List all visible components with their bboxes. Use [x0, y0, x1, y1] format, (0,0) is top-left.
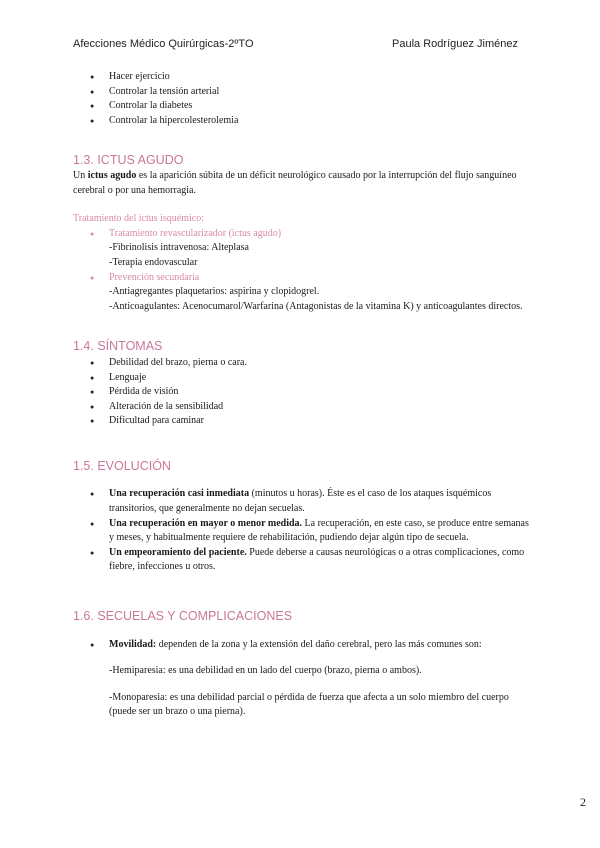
- section-heading-evolucion: 1.5. EVOLUCIÓN: [73, 458, 171, 473]
- header-author: Paula Rodríguez Jiménez: [392, 38, 518, 50]
- definition-text-a: Un: [73, 169, 88, 181]
- page-number: 2: [580, 795, 586, 809]
- treatment-title: Tratamiento del ictus isquémico:: [73, 213, 205, 225]
- page-content: [73, 70, 529, 720]
- list-item: [73, 487, 529, 516]
- evolution-bold: Un empeoramiento del paciente.: [109, 546, 247, 558]
- list-item: ● Controlar la tensión arterial: [73, 85, 529, 100]
- treatment-list: [73, 227, 529, 242]
- sequelae-bold: Movilidad:: [109, 638, 157, 650]
- evolution-text: La recuperación, en este caso, se produce entre semanas y meses, y habitualmente requiere de rehabilitación, pudiendo dejar algún tipo de secuela.: [109, 517, 529, 544]
- list-item: [73, 517, 529, 546]
- sequelae-paragraph: -Hemiparesia: es una debilidad en un lado del cuerpo (brazo, pierna o ambos).: [109, 665, 422, 677]
- treatment-line: -Terapia endovascular: [109, 256, 198, 268]
- section-heading-sintomas: 1.4. SÍNTOMAS: [73, 339, 163, 354]
- list-item: ● Debilidad del brazo, pierna o cara.: [73, 356, 529, 371]
- sequelae-text: dependen de la zona y la extensión del daño cerebral, pero las más comunes son:: [156, 638, 482, 650]
- list-item: ● Pérdida de visión: [73, 385, 529, 400]
- sequelae-paragraph: -Monoparesia: es una debilidad parcial o pérdida de fuerza que afecta a un solo miembro del cuerpo (puede ser un brazo o una pierna).: [109, 691, 509, 718]
- treatment-line: -Anticoagulantes: Acenocumarol/Warfarina (Antagonistas de la vitamina K) y anticoagulantes directos.: [109, 300, 523, 312]
- evolution-text: Puede deberse a causas neurológicas o a otras complicaciones, como fiebre, infecciones u otros.: [109, 546, 525, 573]
- treatment-item-revascularizador: ● Tratamiento revascularizador (ictus agudo): [73, 227, 529, 242]
- list-item: ● Controlar la hipercolesterolemia: [73, 114, 529, 129]
- treatment-line: -Fibrinolisis intravenosa: Alteplasa: [109, 242, 249, 254]
- list-item: ● Alteración de la sensibilidad: [73, 400, 529, 415]
- treatment-list-2: [73, 271, 529, 286]
- page-header: [73, 38, 518, 50]
- sequelae-list: [73, 638, 529, 653]
- list-item: ● Controlar la diabetes: [73, 99, 529, 114]
- definition-text-b: es la aparición súbita de un déficit neurológico causado por la interrupción del flujo sanguíneo cerebral o por una hemorragia.: [73, 169, 517, 196]
- ictus-definition: [73, 169, 529, 198]
- prevention-list: [73, 70, 529, 128]
- evolution-text: (minutos u horas). Éste es el caso de los ataques isquémicos transitorios, que generalmente no dejan secuelas.: [109, 488, 492, 515]
- list-item: ● Dificultad para caminar: [73, 414, 529, 429]
- section-heading-ictus: 1.3. ICTUS AGUDO: [73, 153, 184, 168]
- header-course-title: Afecciones Médico Quirúrgicas-2ºTO: [73, 38, 254, 50]
- symptoms-list: [73, 356, 529, 429]
- list-item: [73, 638, 529, 653]
- evolution-bold: Una recuperación casi inmediata: [109, 488, 250, 500]
- treatment-line: -Antiagregantes plaquetarios: aspirina y clopidogrel.: [109, 286, 320, 298]
- list-item: ● Lenguaje: [73, 371, 529, 386]
- treatment-item-prevencion: ● Prevención secundaria: [73, 271, 529, 286]
- evolution-bold: Una recuperación en mayor o menor medida.: [109, 517, 303, 529]
- list-item: ● Hacer ejercicio: [73, 70, 529, 85]
- section-heading-secuelas: 1.6. SECUELAS Y COMPLICACIONES: [73, 609, 293, 624]
- list-item: [73, 546, 529, 575]
- evolution-list: [73, 487, 529, 575]
- definition-bold: ictus agudo: [87, 169, 137, 181]
